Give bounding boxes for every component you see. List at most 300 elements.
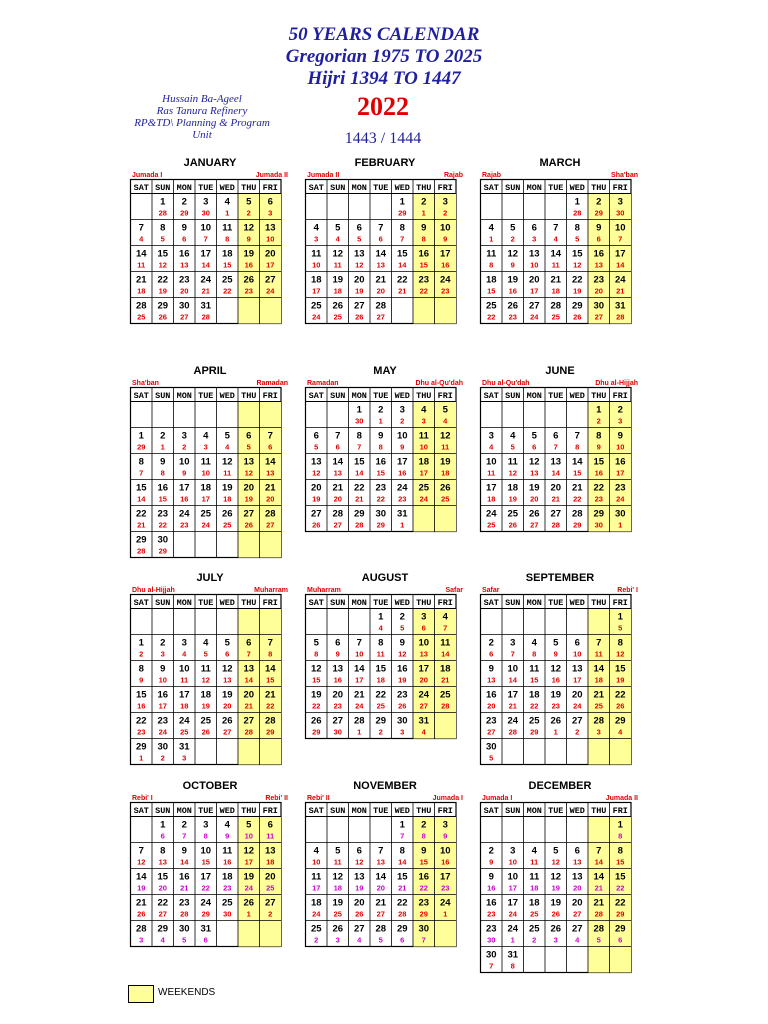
hijri-day: 11 <box>376 649 385 659</box>
hijri-day: 20 <box>223 701 232 711</box>
hijri-day: 7 <box>618 234 623 244</box>
hijri-day: 26 <box>355 312 364 322</box>
hijri-day: 9 <box>489 857 494 867</box>
hijri-day: 20 <box>266 494 275 504</box>
hijri-day: 5 <box>400 623 405 633</box>
day-header: FRI <box>612 183 628 193</box>
hijri-day: 8 <box>378 442 383 452</box>
hijri-day: 12 <box>158 260 167 270</box>
hijri-day: 24 <box>312 909 321 919</box>
month-february <box>305 157 465 357</box>
gregorian-day: 2 <box>421 819 427 831</box>
month-march <box>480 157 640 357</box>
hijri-day: 26 <box>355 909 364 919</box>
gregorian-day: 20 <box>332 689 344 701</box>
gregorian-day: 30 <box>157 741 169 753</box>
hijri-month-start: Rajab <box>482 172 502 179</box>
hijri-day: 29 <box>158 546 167 556</box>
gregorian-day: 26 <box>439 482 451 494</box>
hijri-day: 6 <box>268 442 273 452</box>
gregorian-day: 2 <box>181 819 187 831</box>
hijri-day: 9 <box>510 260 515 270</box>
gregorian-day: 31 <box>614 300 626 312</box>
gregorian-day: 8 <box>596 430 602 442</box>
gregorian-day: 30 <box>178 300 190 312</box>
hijri-day: 2 <box>443 208 448 218</box>
hijri-day: 7 <box>510 649 515 659</box>
hijri-day: 25 <box>266 883 275 893</box>
hijri-day: 17 <box>573 675 582 685</box>
hijri-day: 6 <box>378 234 383 244</box>
gregorian-day: 27 <box>353 923 365 935</box>
hijri-day: 24 <box>508 909 517 919</box>
gregorian-day: 29 <box>135 741 147 753</box>
gregorian-day: 22 <box>375 689 387 701</box>
hijri-day: 10 <box>312 857 321 867</box>
gregorian-day: 6 <box>356 845 362 857</box>
hijri-day: 5 <box>182 935 187 945</box>
gregorian-day: 19 <box>507 274 519 286</box>
day-header: WED <box>569 183 585 193</box>
hijri-day: 9 <box>400 442 405 452</box>
gregorian-day: 21 <box>593 689 605 701</box>
hijri-day: 17 <box>419 468 428 478</box>
hijri-day: 17 <box>355 675 364 685</box>
hijri-month-start: Rebi' I <box>132 795 153 802</box>
hijri-day: 13 <box>180 260 189 270</box>
hijri-month-end: Dhu al-Qu'dah <box>415 380 463 387</box>
hijri-day: 15 <box>223 260 232 270</box>
gregorian-day: 23 <box>485 923 497 935</box>
gregorian-day: 10 <box>178 456 190 468</box>
hijri-day: 1 <box>357 727 362 737</box>
day-header: TUE <box>373 391 389 401</box>
hijri-day: 26 <box>244 520 253 530</box>
hijri-day: 17 <box>201 494 210 504</box>
hijri-day: 22 <box>419 286 428 296</box>
day-header: MON <box>351 598 367 608</box>
gregorian-day: 3 <box>203 196 209 208</box>
hijri-day: 2 <box>314 935 319 945</box>
hijri-day: 29 <box>419 909 428 919</box>
hijri-day: 15 <box>376 468 385 478</box>
gregorian-day: 18 <box>200 689 212 701</box>
hijri-day: 29 <box>530 727 539 737</box>
hijri-day: 23 <box>137 727 146 737</box>
hijri-day: 23 <box>333 701 342 711</box>
hijri-month-start: Sha'ban <box>132 380 159 387</box>
hijri-day: 12 <box>201 675 210 685</box>
gregorian-day: 7 <box>378 845 384 857</box>
gregorian-day: 1 <box>617 819 623 831</box>
gregorian-day: 19 <box>550 689 562 701</box>
gregorian-day: 21 <box>264 482 276 494</box>
gregorian-day: 24 <box>418 689 430 701</box>
gregorian-day: 2 <box>399 611 405 623</box>
month-grid <box>305 594 458 778</box>
gregorian-day: 9 <box>488 871 494 883</box>
hijri-day: 1 <box>443 909 448 919</box>
hijri-day: 14 <box>244 675 253 685</box>
day-header: TUE <box>373 183 389 193</box>
hijri-day: 12 <box>244 468 253 478</box>
gregorian-day: 15 <box>353 456 365 468</box>
hijri-day: 8 <box>618 831 623 841</box>
hijri-day: 7 <box>182 831 187 841</box>
gregorian-day: 5 <box>246 196 252 208</box>
month-name: JANUARY <box>183 157 237 169</box>
hijri-day: 4 <box>378 623 383 633</box>
hijri-day: 8 <box>160 468 165 478</box>
day-header: MON <box>351 806 367 816</box>
hijri-day: 22 <box>616 883 625 893</box>
hijri-day: 5 <box>246 442 251 452</box>
gregorian-day: 9 <box>399 637 405 649</box>
gregorian-day: 17 <box>439 248 451 260</box>
hijri-day: 8 <box>421 234 426 244</box>
gregorian-day: 6 <box>356 222 362 234</box>
gregorian-day: 25 <box>310 923 322 935</box>
hijri-day: 11 <box>333 260 342 270</box>
month-january <box>130 157 290 357</box>
gregorian-day: 7 <box>574 430 580 442</box>
gregorian-day: 23 <box>418 897 430 909</box>
gregorian-day: 23 <box>418 274 430 286</box>
hijri-day: 30 <box>594 520 603 530</box>
hijri-day: 20 <box>376 883 385 893</box>
hijri-month-end: Rebi' II <box>265 795 288 802</box>
month-november <box>305 780 465 980</box>
hijri-day: 3 <box>203 442 208 452</box>
hijri-day: 18 <box>333 883 342 893</box>
gregorian-day: 3 <box>181 637 187 649</box>
gregorian-day: 7 <box>138 845 144 857</box>
hijri-day: 27 <box>266 520 275 530</box>
hijri-day: 6 <box>203 935 208 945</box>
hijri-day: 18 <box>594 675 603 685</box>
hijri-day: 16 <box>594 468 603 478</box>
hijri-day: 4 <box>618 727 623 737</box>
hijri-day: 11 <box>180 675 189 685</box>
gregorian-day: 23 <box>375 482 387 494</box>
gregorian-day: 24 <box>507 923 519 935</box>
hijri-day: 21 <box>441 675 450 685</box>
gregorian-day: 14 <box>353 663 365 675</box>
gregorian-day: 18 <box>507 482 519 494</box>
day-header: TUE <box>548 806 564 816</box>
hijri-day: 9 <box>182 468 187 478</box>
hijri-day: 8 <box>268 649 273 659</box>
gregorian-day: 28 <box>135 300 147 312</box>
hijri-day: 10 <box>573 649 582 659</box>
gregorian-day: 10 <box>439 845 451 857</box>
day-header: WED <box>219 391 235 401</box>
gregorian-day: 20 <box>550 482 562 494</box>
gregorian-day: 7 <box>335 430 341 442</box>
gregorian-day: 13 <box>571 871 583 883</box>
hijri-day: 17 <box>158 701 167 711</box>
gregorian-day: 10 <box>396 430 408 442</box>
gregorian-day: 18 <box>221 248 233 260</box>
gregorian-day: 30 <box>396 715 408 727</box>
gregorian-day: 28 <box>135 923 147 935</box>
hijri-day: 8 <box>314 649 319 659</box>
gregorian-day: 5 <box>335 222 341 234</box>
gregorian-day: 27 <box>310 508 322 520</box>
gregorian-day: 17 <box>418 663 430 675</box>
hijri-day: 21 <box>137 520 146 530</box>
gregorian-day: 31 <box>178 741 190 753</box>
day-header: FRI <box>612 598 628 608</box>
day-header: TUE <box>198 391 214 401</box>
hijri-day: 26 <box>137 909 146 919</box>
day-header: SUN <box>155 598 171 608</box>
hijri-day: 15 <box>419 857 428 867</box>
gregorian-day: 1 <box>138 637 144 649</box>
month-july <box>130 572 290 772</box>
hijri-day: 24 <box>244 883 253 893</box>
hijri-day: 5 <box>378 935 383 945</box>
hijri-day: 14 <box>201 260 210 270</box>
hijri-month-start: Jumada II <box>307 172 340 179</box>
gregorian-day: 15 <box>396 871 408 883</box>
gregorian-day: 11 <box>507 456 518 468</box>
hijri-day: 21 <box>355 494 364 504</box>
hijri-day: 8 <box>575 442 580 452</box>
day-header: SUN <box>155 183 171 193</box>
gregorian-day: 22 <box>571 274 583 286</box>
hijri-day: 29 <box>616 909 625 919</box>
gregorian-day: 11 <box>529 871 540 883</box>
gregorian-day: 10 <box>507 663 519 675</box>
gregorian-day: 2 <box>488 637 494 649</box>
gregorian-day: 24 <box>507 715 519 727</box>
hijri-month-end: Dhu al-Hijjah <box>595 380 638 387</box>
gregorian-day: 29 <box>157 300 169 312</box>
hijri-day: 21 <box>398 883 407 893</box>
hijri-day: 23 <box>441 286 450 296</box>
gregorian-day: 28 <box>593 923 605 935</box>
hijri-day: 18 <box>333 286 342 296</box>
gregorian-day: 24 <box>178 508 190 520</box>
hijri-day: 26 <box>508 520 517 530</box>
day-header: THU <box>591 391 607 401</box>
hijri-day: 6 <box>225 649 230 659</box>
hijri-day: 6 <box>421 623 426 633</box>
hijri-day: 18 <box>551 286 560 296</box>
gregorian-day: 13 <box>550 456 562 468</box>
gregorian-day: 17 <box>507 689 519 701</box>
gregorian-day: 12 <box>243 222 255 234</box>
gregorian-day: 4 <box>224 819 230 831</box>
gregorian-day: 15 <box>375 663 387 675</box>
hijri-day: 7 <box>400 831 405 841</box>
gregorian-day: 30 <box>375 508 387 520</box>
hijri-day: 17 <box>616 468 625 478</box>
gregorian-day: 16 <box>178 871 190 883</box>
hijri-day: 7 <box>246 649 251 659</box>
gregorian-day: 16 <box>418 871 430 883</box>
hijri-day: 17 <box>530 286 539 296</box>
hijri-day: 28 <box>441 701 450 711</box>
gregorian-day: 30 <box>418 923 430 935</box>
hijri-day: 20 <box>376 286 385 296</box>
gregorian-day: 26 <box>550 715 562 727</box>
gregorian-day: 13 <box>353 248 365 260</box>
gregorian-day: 20 <box>243 689 255 701</box>
day-header: WED <box>219 183 235 193</box>
hijri-day: 17 <box>266 260 275 270</box>
hijri-day: 3 <box>596 727 601 737</box>
day-header: SAT <box>308 598 324 608</box>
hijri-day: 10 <box>244 831 253 841</box>
hijri-day: 5 <box>596 935 601 945</box>
month-grid <box>130 594 283 804</box>
hijri-day: 13 <box>573 857 582 867</box>
hijri-day: 3 <box>400 727 405 737</box>
gregorian-day: 20 <box>528 274 540 286</box>
hijri-day: 2 <box>182 442 187 452</box>
day-header: TUE <box>373 598 389 608</box>
hijri-month-start: Jumada I <box>132 172 163 179</box>
hijri-day: 24 <box>616 494 625 504</box>
hijri-day: 3 <box>160 649 165 659</box>
day-header: SAT <box>133 391 149 401</box>
hijri-month-end: Sha'ban <box>611 172 638 179</box>
gregorian-day: 1 <box>160 196 166 208</box>
hijri-day: 4 <box>182 649 187 659</box>
gregorian-day: 31 <box>396 508 408 520</box>
hijri-day: 5 <box>203 649 208 659</box>
hijri-day: 20 <box>594 286 603 296</box>
month-name: FEBRUARY <box>354 157 416 169</box>
gregorian-day: 16 <box>157 482 169 494</box>
hijri-month-start: Safar <box>482 587 500 594</box>
hijri-day: 14 <box>398 260 407 270</box>
gregorian-day: 17 <box>439 871 451 883</box>
gregorian-day: 11 <box>529 663 540 675</box>
gregorian-day: 2 <box>421 196 427 208</box>
gregorian-day: 11 <box>440 637 451 649</box>
gregorian-day: 19 <box>332 897 344 909</box>
day-header: SAT <box>133 598 149 608</box>
hijri-day: 3 <box>532 234 537 244</box>
hijri-day: 14 <box>508 675 517 685</box>
gregorian-day: 9 <box>181 845 187 857</box>
hijri-day: 2 <box>160 753 165 763</box>
hijri-day: 27 <box>530 520 539 530</box>
hijri-day: 14 <box>180 857 189 867</box>
gregorian-day: 12 <box>439 430 451 442</box>
gregorian-day: 4 <box>224 196 230 208</box>
month-grid <box>305 802 458 986</box>
hijri-day: 18 <box>266 857 275 867</box>
gregorian-day: 21 <box>571 482 583 494</box>
gregorian-day: 23 <box>178 897 190 909</box>
hijri-day: 6 <box>596 234 601 244</box>
gregorian-day: 3 <box>510 637 516 649</box>
hijri-day: 19 <box>616 675 625 685</box>
gregorian-day: 12 <box>507 248 519 260</box>
gregorian-day: 14 <box>135 248 147 260</box>
day-header: TUE <box>198 806 214 816</box>
day-header: SAT <box>483 183 499 193</box>
gregorian-day: 26 <box>221 508 233 520</box>
hijri-day: 8 <box>225 234 230 244</box>
gregorian-day: 27 <box>571 923 583 935</box>
hijri-day: 20 <box>573 883 582 893</box>
hijri-day: 16 <box>551 675 560 685</box>
day-header: THU <box>591 183 607 193</box>
day-header: WED <box>219 598 235 608</box>
gregorian-day: 3 <box>617 196 623 208</box>
day-header: THU <box>591 598 607 608</box>
gregorian-day: 24 <box>614 274 626 286</box>
gregorian-day: 13 <box>264 222 276 234</box>
gregorian-day: 24 <box>439 274 451 286</box>
hijri-day: 12 <box>551 857 560 867</box>
gregorian-day: 16 <box>485 897 497 909</box>
hijri-day: 11 <box>441 442 450 452</box>
month-october <box>130 780 290 980</box>
gregorian-day: 6 <box>246 637 252 649</box>
hijri-day: 25 <box>137 312 146 322</box>
month-grid <box>480 802 633 1012</box>
gregorian-day: 26 <box>310 715 322 727</box>
hijri-day: 19 <box>244 494 253 504</box>
day-header: FRI <box>612 391 628 401</box>
gregorian-day: 22 <box>135 715 147 727</box>
day-header: MON <box>526 183 542 193</box>
gregorian-day: 30 <box>614 508 626 520</box>
hijri-day: 23 <box>244 286 253 296</box>
hijri-day: 4 <box>489 442 494 452</box>
gregorian-day: 15 <box>135 689 147 701</box>
gregorian-day: 2 <box>378 404 384 416</box>
hijri-day: 14 <box>137 494 146 504</box>
gregorian-day: 11 <box>200 456 211 468</box>
hijri-day: 25 <box>180 727 189 737</box>
hijri-day: 27 <box>180 312 189 322</box>
gregorian-day: 10 <box>418 637 430 649</box>
gregorian-day: 24 <box>200 897 212 909</box>
hijri-day: 20 <box>530 494 539 504</box>
hijri-day: 19 <box>201 701 210 711</box>
day-header: THU <box>416 806 432 816</box>
gregorian-day: 4 <box>531 637 537 649</box>
month-september <box>480 572 640 772</box>
gregorian-day: 13 <box>332 663 344 675</box>
gregorian-day: 21 <box>550 274 562 286</box>
hijri-day: 22 <box>573 494 582 504</box>
gregorian-day: 26 <box>550 923 562 935</box>
day-header: TUE <box>198 598 214 608</box>
hijri-day: 1 <box>553 727 558 737</box>
hijri-month-start: Jumada I <box>482 795 513 802</box>
gregorian-day: 25 <box>418 482 430 494</box>
hijri-day: 19 <box>355 286 364 296</box>
hijri-day: 2 <box>246 208 251 218</box>
hijri-day: 18 <box>223 494 232 504</box>
gregorian-day: 15 <box>614 663 626 675</box>
day-header: SUN <box>505 806 521 816</box>
gregorian-day: 28 <box>571 508 583 520</box>
gregorian-day: 30 <box>178 923 190 935</box>
hijri-day: 20 <box>333 494 342 504</box>
hijri-month-end: Safar <box>445 587 463 594</box>
day-header: WED <box>394 183 410 193</box>
gregorian-day: 16 <box>593 248 605 260</box>
